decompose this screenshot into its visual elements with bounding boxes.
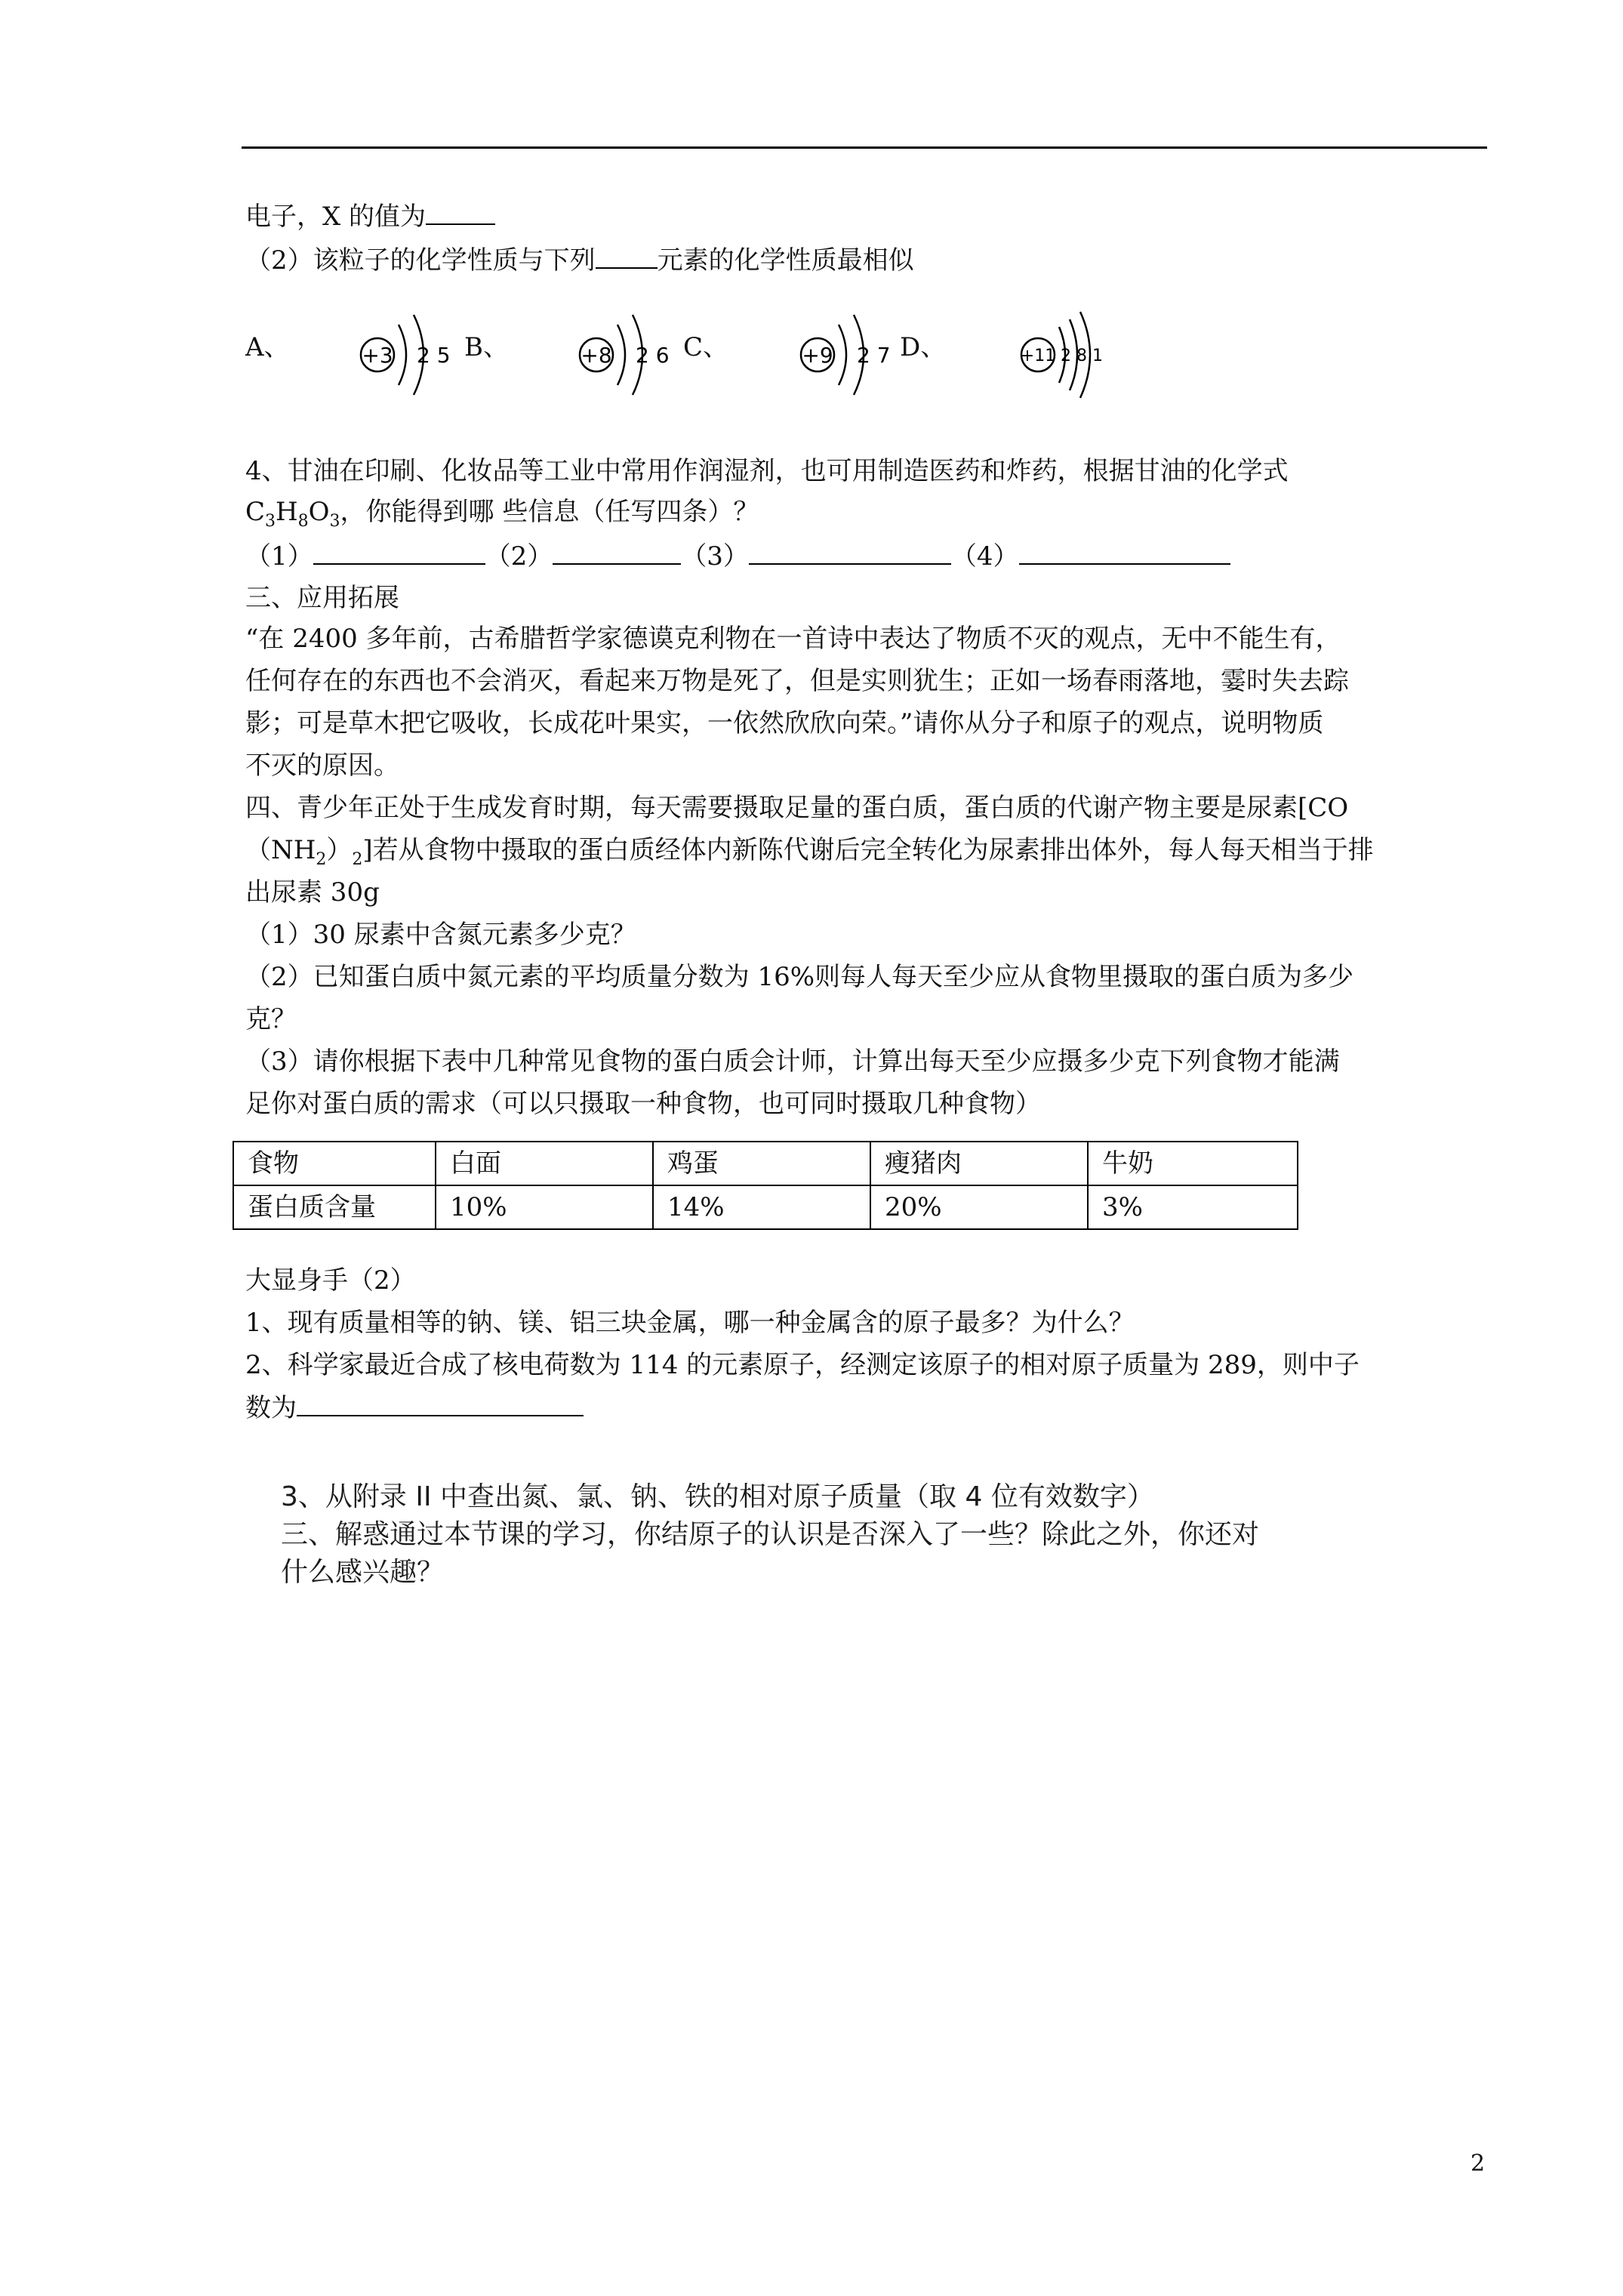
show-title: 大显身手（2） (245, 1265, 416, 1296)
show-question: 2、科学家最近合成了核电荷数为 114 的元素原子，经测定该原子的相对原子质量为 289，则中子 (245, 1350, 1360, 1380)
table-header-row (233, 1142, 1298, 1185)
atom-diagram-c (795, 306, 908, 407)
table-cell: 牛奶 (1088, 1142, 1298, 1185)
table-row (233, 1185, 1298, 1229)
q4-answer-line: （1） （2） （3） （4） (245, 538, 1230, 575)
electron-shells: 2 5 (417, 343, 451, 368)
scanned-line: 3、从附录 II 中查出氮、氯、钠、铁的相对原子质量（取 4 位有效数字） (281, 1481, 1154, 1512)
table-cell: 10% (436, 1185, 653, 1229)
atom-diagram-d (1015, 306, 1144, 407)
table-cell: 蛋白质含量 (233, 1185, 436, 1229)
page-number: 2 (1471, 2150, 1486, 2177)
option-d-label: D、 (900, 332, 947, 362)
q4-line1: 4、甘油在印刷、化妆品等工业中常用作润湿剂，也可用制造医药和炸药，根据甘油的化学式 (245, 456, 1289, 486)
atom-diagram-b (574, 306, 687, 407)
answer-blank[interactable] (426, 198, 495, 225)
electron-shells: 2 6 (636, 343, 670, 368)
section4-line: 四、青少年正处于生成发育时期，每天需要摄取足量的蛋白质，蛋白质的代谢产物主要是尿素[CO (245, 793, 1349, 823)
answer-blank[interactable] (596, 242, 658, 269)
electron-shells: 2 7 (857, 343, 891, 368)
section4-question: 克？ (245, 1004, 297, 1034)
protein-table (233, 1141, 1298, 1230)
q3-tail: 电子，X 的值为 (245, 198, 495, 235)
option-b-label: B、 (464, 332, 509, 362)
table-cell: 20% (870, 1185, 1088, 1229)
section3-para-line: 任何存在的东西也不会消灭，看起来万物是死了，但是实则犹生；正如一场春雨落地，霎时失去踪 (245, 666, 1349, 696)
table-cell: 14% (653, 1185, 870, 1229)
option-a-label: A、 (245, 332, 290, 362)
scanned-line: 三、解惑通过本节课的学习，你结原子的认识是否深入了一些？除此之外，你还对 (281, 1519, 1260, 1550)
scanned-line: 什么感兴趣？ (281, 1557, 445, 1588)
option-c-label: C、 (683, 332, 729, 362)
table-cell: 白面 (436, 1142, 653, 1185)
nucleus-charge: +9 (802, 343, 833, 368)
show-question: 1、现有质量相等的钠、镁、铝三块金属，哪一种金属含的原子最多？为什么？ (245, 1308, 1135, 1338)
answer-blank[interactable] (749, 538, 951, 565)
electron-shells: 2 8 1 (1061, 347, 1103, 365)
table-cell: 3% (1088, 1185, 1298, 1229)
table-cell: 瘦猪肉 (870, 1142, 1088, 1185)
section4-question: （2）已知蛋白质中氮元素的平均质量分数为 16%则每人每天至少应从食物里摄取的蛋白质为多少 (245, 962, 1354, 992)
section3-para-line: 不灭的原因。 (245, 750, 399, 781)
section3-para-line: “在 2400 多年前，古希腊哲学家德谟克利物在一首诗中表达了物质不灭的观点，无中不能生有， (245, 624, 1341, 654)
nucleus-charge: +3 (362, 343, 393, 368)
answer-blank[interactable] (313, 538, 485, 565)
section4-line: 出尿素 30g (245, 877, 380, 908)
q3-part2: （2）该粒子的化学性质与下列 元素的化学性质最相似 (245, 242, 914, 279)
nucleus-charge: +8 (581, 343, 612, 368)
section4-question: （1）30 尿素中含氮元素多少克？ (245, 920, 636, 950)
header-rule (242, 146, 1487, 149)
answer-blank[interactable] (297, 1389, 584, 1416)
answer-blank[interactable] (553, 538, 681, 565)
table-cell: 鸡蛋 (653, 1142, 870, 1185)
section3-para-line: 影；可是草木把它吸收，长成花叶果实，一依然欣欣向荣。”请你从分子和原子的观点，说明物质 (245, 708, 1324, 738)
q4-line2: $C_3H_8O_3$，你能得到哪 些信息（任写四条）？ (245, 497, 759, 531)
section4-question: （3）请你根据下表中几种常见食物的蛋白质会计师，计算出每天至少应摄多少克下列食物才能满 (245, 1046, 1340, 1077)
section3-heading: 三、应用拓展 (245, 583, 399, 613)
table-cell: 食物 (233, 1142, 436, 1185)
answer-blank[interactable] (1019, 538, 1230, 565)
nucleus-charge: +11 (1020, 347, 1056, 365)
section4-question: 足你对蛋白质的需求（可以只摄取一种食物，也可同时摄取几种食物） (245, 1089, 1041, 1119)
section4-line: $(NH_2)_2$]若从食物中摄取的蛋白质经体内新陈代谢后完全转化为尿素排出体外，每人每天相当于排 (245, 835, 1374, 869)
show-question: 数为 (245, 1389, 584, 1426)
atom-diagram-a (355, 306, 468, 407)
